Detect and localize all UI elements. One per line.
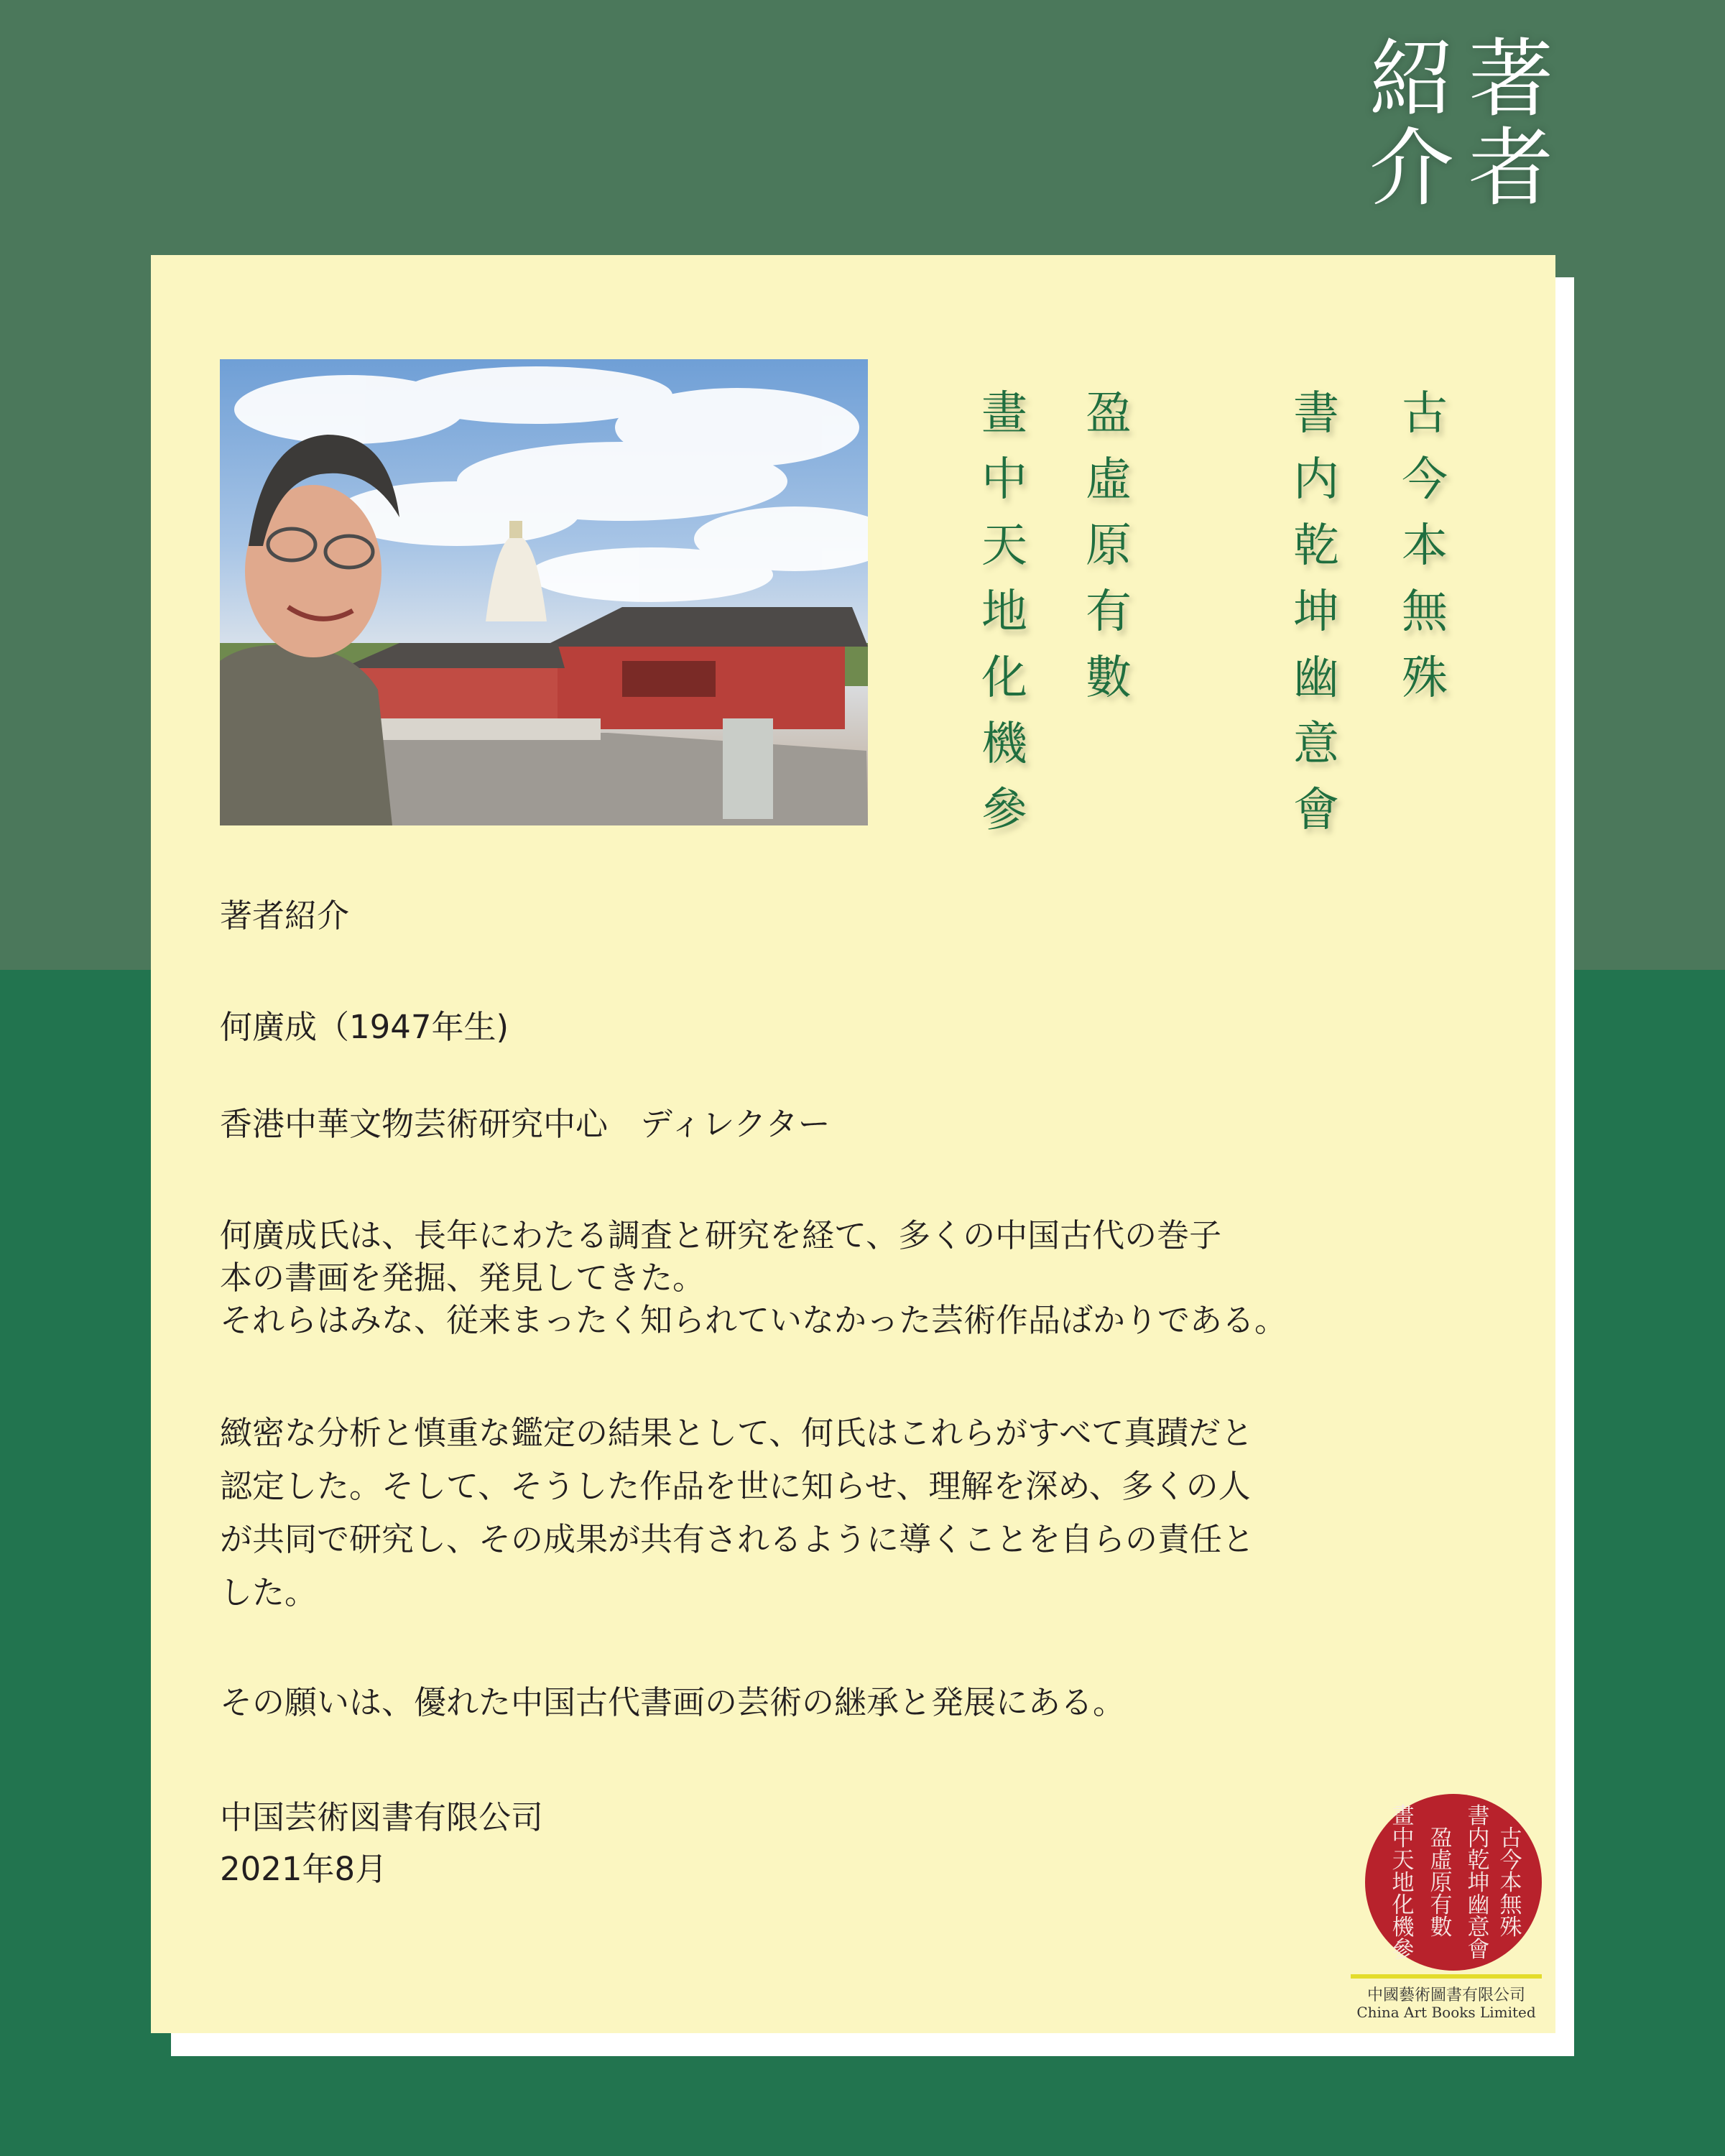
title-char: 著 <box>1468 29 1553 129</box>
publisher-name: 中国芸術図書有限公司 <box>220 1798 544 1836</box>
seal-char: 書 <box>1467 1803 1490 1829</box>
seal-char: 内 <box>1467 1826 1490 1851</box>
seal-char: 幽 <box>1467 1892 1490 1918</box>
poem-char: 盈 <box>1086 387 1132 440</box>
red-seal-stamp <box>1364 1792 1543 1972</box>
author-name: 何廣成（1947年生) <box>220 1008 509 1046</box>
poem-column-4 <box>972 381 1037 843</box>
author-position: 香港中華文物芸術研究中心 ディレクター <box>220 1105 831 1143</box>
seal-publisher-english: China Art Books Limited <box>1356 2004 1536 2021</box>
seal-char: 機 <box>1392 1915 1415 1940</box>
poem-char: 會 <box>1293 784 1339 837</box>
poem-char: 本 <box>1402 519 1448 573</box>
temple-building <box>342 607 868 736</box>
title-column-right <box>1464 29 1558 218</box>
poem-char: 意 <box>1293 718 1339 771</box>
stone-bridge <box>313 718 868 825</box>
poem-char: 書 <box>1293 387 1339 440</box>
seal-char: 會 <box>1467 1937 1490 1963</box>
poem-char: 化 <box>981 652 1027 705</box>
seal-char: 中 <box>1392 1826 1415 1851</box>
seal-char: 無 <box>1499 1892 1522 1918</box>
paragraph-line: した。 <box>220 1573 318 1611</box>
poem-char: 殊 <box>1402 652 1448 705</box>
paragraph-line: それらはみな、従来まったく知られていなかった芸術作品ばかりである。 <box>220 1301 1287 1339</box>
poem-char: 原 <box>1086 519 1132 573</box>
poem-char: 參 <box>981 784 1027 837</box>
seal-char: 虛 <box>1430 1848 1453 1874</box>
poem-char: 地 <box>981 586 1027 639</box>
seal-char: 意 <box>1467 1915 1490 1940</box>
seal-char: 數 <box>1430 1915 1453 1940</box>
poem-char: 畫 <box>981 387 1027 440</box>
publication-date: 2021年8月 <box>220 1850 388 1888</box>
paragraph-line: が共同で研究し、その成果が共有されるように導くことを自らの責任と <box>220 1520 1255 1558</box>
poem-char: 坤 <box>1293 586 1339 639</box>
poem-char: 天 <box>981 519 1027 573</box>
poem-char: 無 <box>1402 586 1448 639</box>
seal-char: 原 <box>1430 1870 1453 1896</box>
poem-column-1 <box>1392 381 1457 711</box>
poem-char: 今 <box>1402 453 1448 506</box>
paragraph-line: 本の書画を発掘、発見してきた。 <box>220 1259 706 1297</box>
paragraph-3: その願いは、優れた中国古代書画の芸術の継承と発展にある。 <box>220 1683 1126 1721</box>
seal-char: 參 <box>1392 1937 1415 1963</box>
seal-publisher-chinese: 中國藝術圖書有限公司 <box>1366 1986 1525 2004</box>
poem-char: 中 <box>981 453 1027 506</box>
poem-char: 機 <box>981 718 1027 771</box>
seal-char: 盈 <box>1430 1826 1453 1851</box>
seal-char: 乾 <box>1467 1848 1490 1874</box>
seal-char: 殊 <box>1499 1915 1522 1940</box>
title-char: 紹 <box>1369 29 1454 129</box>
poem-char: 數 <box>1086 652 1132 705</box>
poem-char: 虛 <box>1086 453 1132 506</box>
seal-char: 坤 <box>1467 1870 1490 1896</box>
poem-char: 幽 <box>1293 652 1339 705</box>
author-photo-illustration <box>220 359 868 825</box>
poem-column-3 <box>1076 381 1141 711</box>
seal-char: 地 <box>1392 1870 1415 1896</box>
title-char: 介 <box>1369 119 1454 218</box>
seal-underline <box>1351 1974 1542 1979</box>
paragraph-line: 緻密な分析と慎重な鑑定の結果として、何氏はこれらがすべて真蹟だと <box>220 1414 1254 1452</box>
seal-char: 天 <box>1392 1848 1415 1874</box>
seal-char: 化 <box>1392 1892 1415 1918</box>
poem-char: 内 <box>1293 453 1339 506</box>
paragraph-line: 認定した。そして、そうした作品を世に知らせ、理解を深め、多くの人 <box>220 1467 1251 1505</box>
title-column-left <box>1365 29 1458 218</box>
seal-char: 本 <box>1499 1870 1522 1896</box>
poem-char: 有 <box>1086 586 1132 639</box>
seal-char: 今 <box>1499 1848 1522 1874</box>
seal-char: 畫 <box>1392 1803 1415 1829</box>
poem-char: 乾 <box>1293 519 1339 573</box>
title-char: 者 <box>1468 119 1553 218</box>
author-photo <box>220 359 868 825</box>
section-heading: 著者紹介 <box>220 897 350 935</box>
poem-column-2 <box>1284 381 1349 843</box>
poem-char: 古 <box>1402 387 1448 440</box>
seal-char: 有 <box>1430 1892 1453 1918</box>
paragraph-line: 何廣成氏は、長年にわたる調査と研究を経て、多くの中国古代の巻子 <box>220 1216 1222 1254</box>
seal-char: 古 <box>1499 1826 1522 1851</box>
